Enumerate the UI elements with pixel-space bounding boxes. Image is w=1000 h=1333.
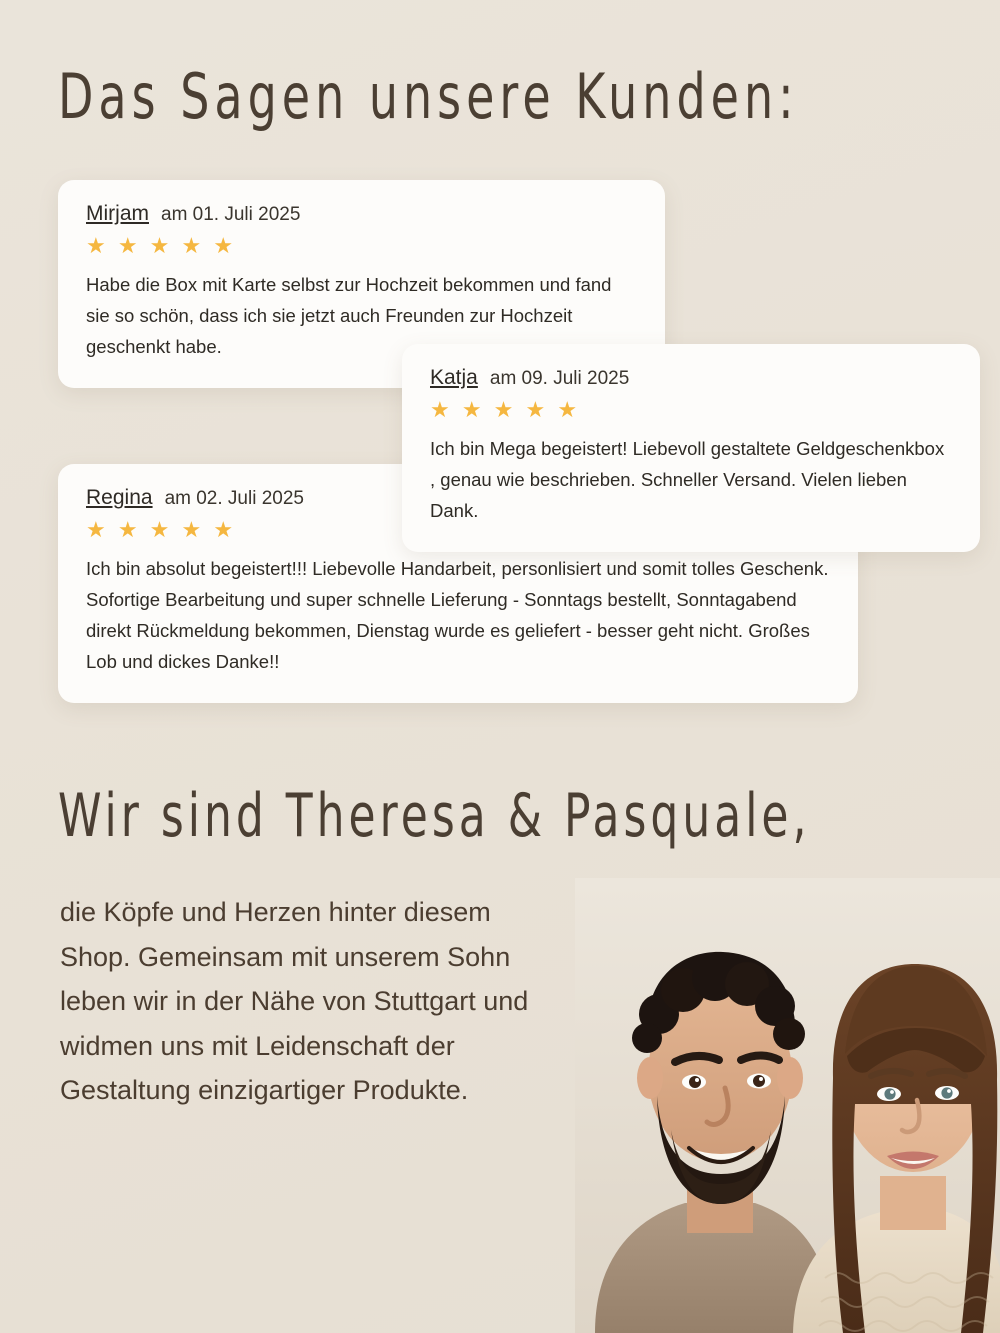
review-body: Habe die Box mit Karte selbst zur Hochzeit bekommen und fand sie so schön, dass ich sie jetzt auch Freunden zur Hochzeit geschenkt habe. [86, 273, 612, 357]
star-rating-icon: ★ ★ ★ ★ ★ [86, 517, 237, 542]
about-paragraph: die Köpfe und Herzen hinter diesem Shop. Gemeinsam mit unserem Sohn leben wir in der Nähe von Stuttgart und widmen uns mit Leidenschaft der Gestaltung einzigartiger Produkte. [60, 897, 529, 1106]
review-header [86, 202, 637, 226]
review-header [430, 366, 952, 390]
review-date: am 02. Juli 2025 [164, 488, 304, 509]
star-rating-icon: ★ ★ ★ ★ ★ [86, 233, 237, 258]
review-body: Ich bin absolut begeistert!!! Liebevolle Handarbeit, personlisiert und somit tolles Geschenk. Sofortige Bearbeitung und super schnelle Lieferung - Sonntags bestellt, Sonntagabend direkt Rückmeldung bekommen, Dienstag wurde es geliefert - besser geht nicht. Großes Lob und dickes Danke!! [86, 557, 829, 672]
star-rating-icon: ★ ★ ★ ★ ★ [430, 397, 581, 422]
review-author: Katja [430, 366, 478, 389]
founders-photo [575, 878, 1000, 1333]
review-date: am 09. Juli 2025 [489, 368, 630, 389]
review-card [402, 344, 980, 552]
about-heading: Wir sind Theresa & Pasquale, [58, 782, 811, 851]
review-author: Regina [86, 486, 153, 509]
review-author: Mirjam [86, 202, 149, 225]
review-body: Ich bin Mega begeistert! Liebevoll gestaltete Geldgeschenkbox , genau wie beschrieben. Schneller Versand. Vielen lieben Dank. [430, 437, 945, 521]
review-date: am 01. Juli 2025 [161, 204, 301, 225]
reviews-heading: Das Sagen unsere Kunden: [58, 60, 799, 133]
